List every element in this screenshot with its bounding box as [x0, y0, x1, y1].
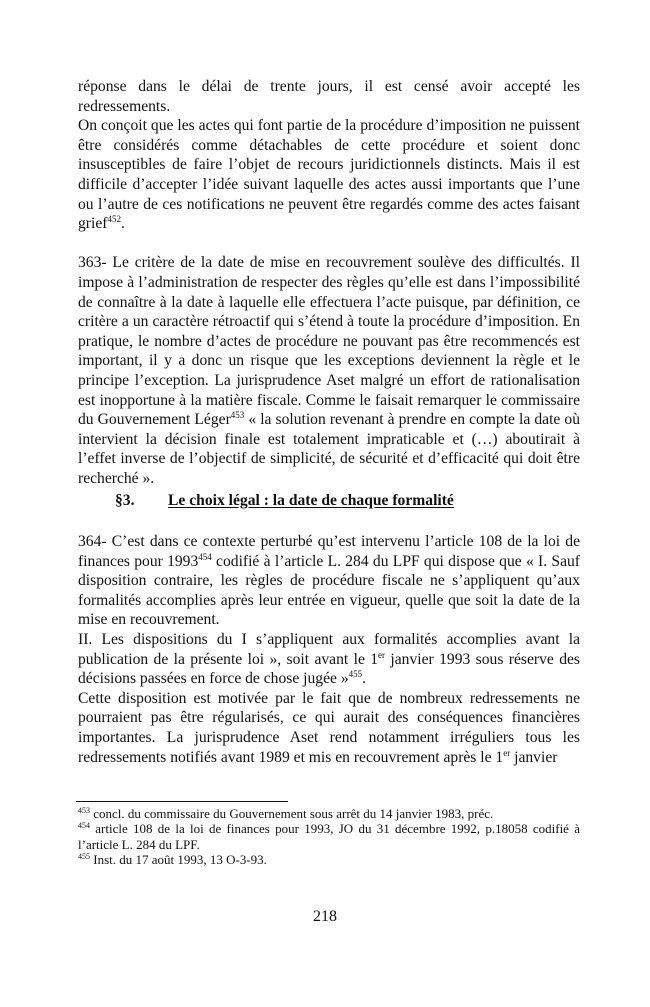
footnote-ref-455[interactable]: 455 — [348, 669, 363, 680]
section-number: §3. — [115, 492, 135, 509]
footnote-ref-453[interactable]: 453 — [230, 410, 245, 421]
body-text-bottom — [78, 532, 580, 767]
footnote-453: $^{453}$ concl. du commissaire du Gouvernement sous arrêt du 14 janvier 1983, préc. — [78, 806, 494, 821]
footnote-ref-452[interactable]: 452 — [107, 214, 121, 225]
footnotes — [78, 806, 580, 868]
footnote-454: $^{454}$ article 108 de la loi de finances pour 1993, JO du 31 décembre 1992, p.18058 codifié à l’article L. 284 du LPF. — [78, 821, 580, 852]
paragraph-continuation: réponse dans le délai de trente jours, il est censé avoir accepté les redressements. — [78, 78, 580, 115]
body-text-top — [78, 77, 580, 488]
paragraph-disposition: Cette disposition est motivée par le fait que de nombreux redressements ne pourraient pas être régularisés, ce qui aurait des conséquences financières importantes. La jurisprudence Aset rend notamment irréguliers tous les redressements notifiés avant 1989 et mis en recouvrement après le 1er janvier — [78, 689, 580, 766]
footnote-separator — [76, 801, 288, 802]
section-heading — [115, 491, 454, 511]
page-number: 218 — [313, 908, 337, 925]
paragraph-363: 363- Le critère de la date de mise en recouvrement soulève des difficultés. Il impose à l’administration de respecter des règles qu’elle est dans l’impossibilité de connaître à la date à laquelle elle effectuera l’acte puisque, par définition, ce critère a un caractère rétroactif qui s’étend à toute la procédure d’imposition. En pratique, le nombre d’actes de procédure ne pouvant pas être recommencés est important, il y a donc un risque que les exceptions deviennent la règle et le principe l’exception. La jurisprudence Aset malgré un effort de rationalisation est inopportune à la matière fiscale. Comme le faisait remarquer le commissaire du Gouvernement Léger$^{453}$ « la solution revenant à prendre en compte la date où intervient la décision finale est totalement impraticable et (…) aboutirait à l’effet inverse de l’objectif de simplicité, de sécurité et d’efficacité qui doit être recherché ». — [78, 254, 580, 487]
section-title: Le choix légal : la date de chaque formalité — [168, 492, 454, 509]
paragraph-actes: On conçoit que les actes qui font partie de la procédure d’imposition ne puissent être considérés comme détachables de cette procédure et soient donc insusceptibles de faire l’objet de recours juridictionnels distincts. Mais il est difficile d’accepter l’idée suivant laquelle des actes aussi importants que l’une ou l’autre de ces notifications ne peuvent être regardés comme des actes faisant grief$^{452}$. — [78, 117, 580, 233]
paragraph-364: 364- C’est dans ce contexte perturbé qu’est intervenu l’article 108 de la loi de finances pour 1993$^{454}$ codifié à l’article L. 284 du LPF qui dispose que « I. Sauf disposition contraire, les règles de procédure fiscale ne s’appliquent qu’aux formalités accomplies après leur entrée en vigueur, quelle que soit la date de la mise en recouvrement. — [78, 533, 580, 629]
paragraph-364-ii: II. Les dispositions du I s’appliquent aux formalités accomplies avant la publication de la présente loi », soit avant le 1er janvier 1993 sous réserve des décisions passées en force de chose jugée »$^{455}$. — [78, 630, 580, 688]
footnote-455: $^{455}$ Inst. du 17 août 1993, 13 O-3-93. — [78, 852, 267, 868]
footnote-ref-454[interactable]: 454 — [198, 551, 212, 562]
